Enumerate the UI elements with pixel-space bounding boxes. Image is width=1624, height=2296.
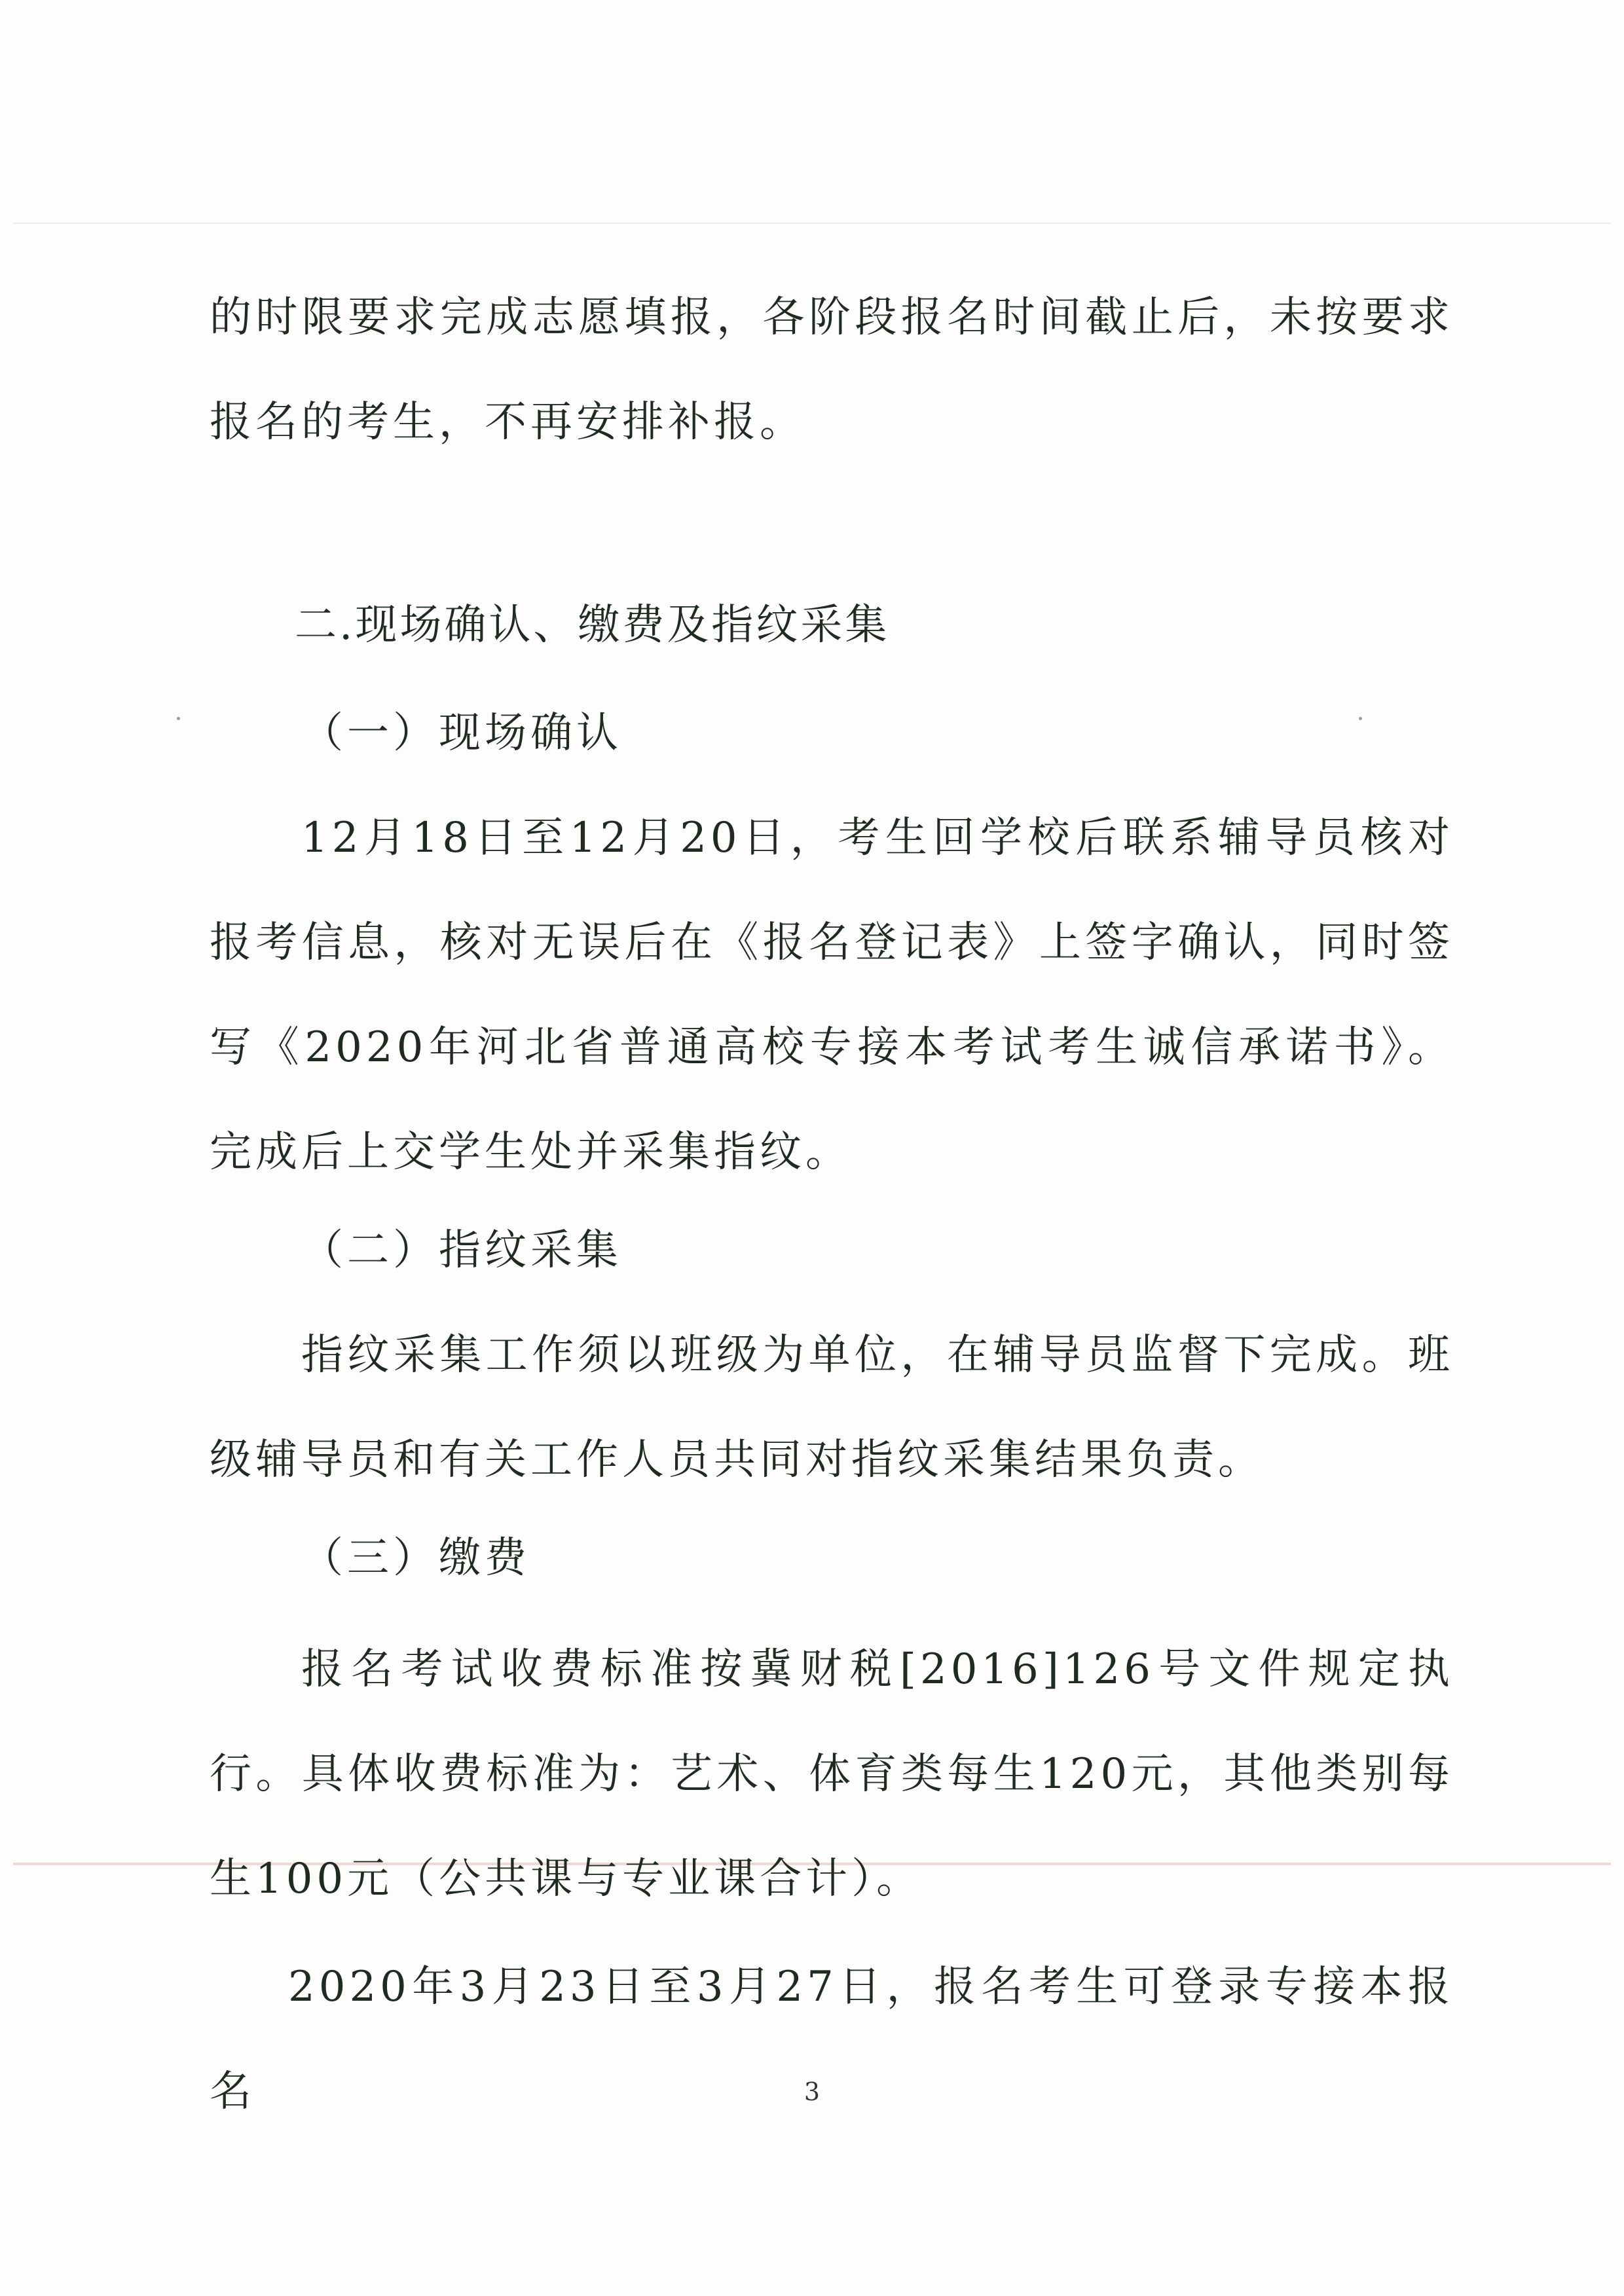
paragraph-confirmation: 12月18日至12月20日，考生回学校后联系辅导员核对报考信息，核对无误后在《报名登记表》上签字确认，同时签写《2020年河北省普通高校专接本考试考生诚信承诺书》。完成后上交学生处并采集指纹。 <box>210 814 1454 1176</box>
scan-speck <box>1359 717 1362 720</box>
paragraph-fee-standard: 报名考试收费标准按冀财税[2016]126号文件规定执行。具体收费标准为：艺术、体育类每生120元，其他类别每生100元（公共课与专业课合计）。 <box>210 1645 1454 1903</box>
section-heading: 二.现场确认、缴费及指纹采集 <box>295 601 890 649</box>
page-number: 3 <box>803 2077 821 2106</box>
paragraph-payment-period: 2020年3月23日至3月27日，报名考生可登录专接本报名 <box>210 1963 1454 2116</box>
paragraph-fingerprint: 指纹采集工作须以班级为单位，在辅导员监督下完成。班级辅导员和有关工作人员共同对指纹采集结果负责。 <box>210 1331 1454 1484</box>
paragraph-continuation: 的时限要求完成志愿填报，各阶段报名时间截止后，未按要求报名的考生，不再安排补报。 <box>210 293 1454 446</box>
scan-edge-line <box>13 223 1611 224</box>
subheading-confirmation: （一）现场确认 <box>301 709 622 757</box>
subheading-fingerprint: （二）指纹采集 <box>301 1226 622 1275</box>
subheading-fee: （三）缴费 <box>301 1534 530 1582</box>
scan-speck <box>177 717 180 720</box>
